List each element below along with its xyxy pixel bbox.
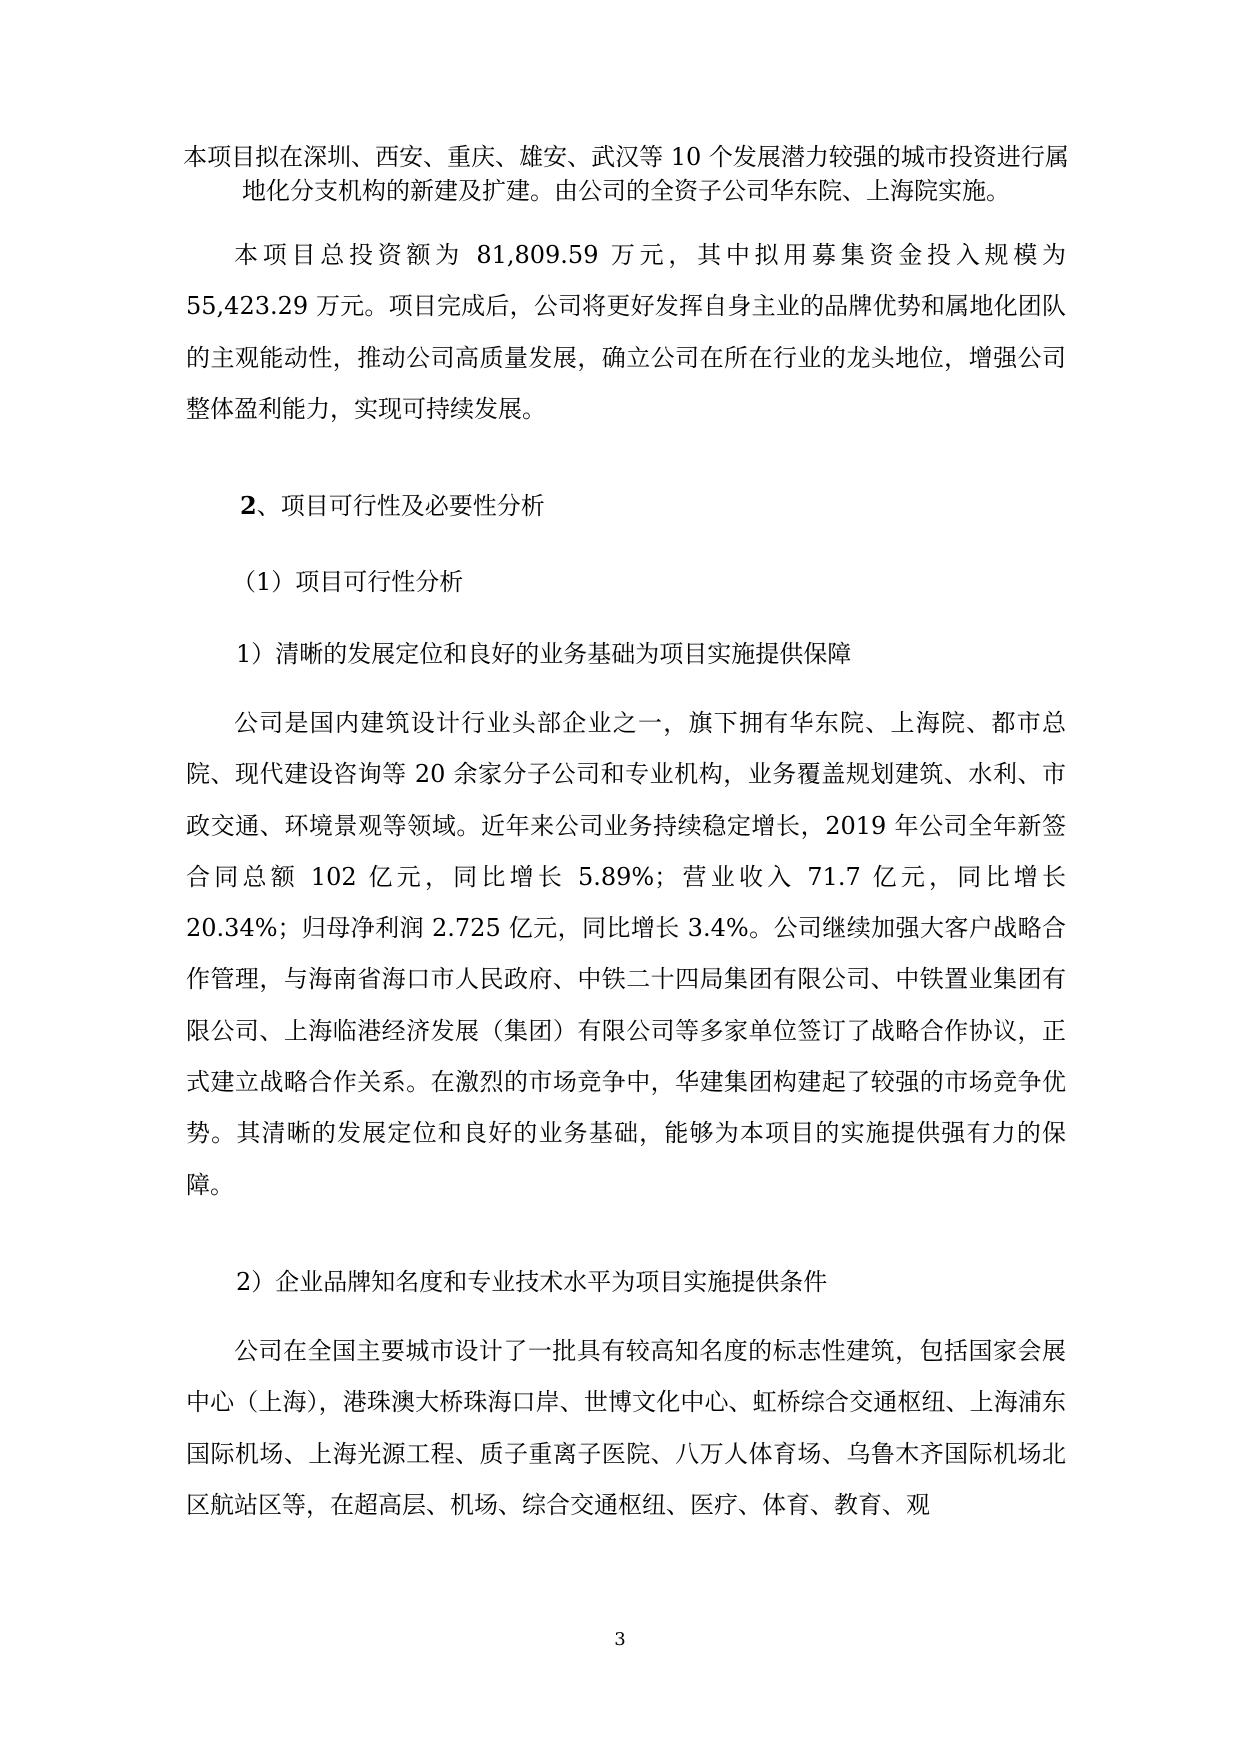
section-number: 2 xyxy=(240,491,257,520)
section-heading-feasibility-necessity xyxy=(240,488,545,524)
investment-paragraph: 本项目总投资额为 81,809.59 万元，其中拟用募集资金投入规模为 55,423.29 万元。项目完成后，公司将更好发挥自身主业的品牌优势和属地化团队的主观能动性，推动公司高质量发展，确立公司在所在行业的龙头地位，增强公司整体盈利能力，实现可持续发展。 xyxy=(186,241,1066,423)
subsection-heading-feasibility: （1）项目可行性分析 xyxy=(232,568,464,596)
point-heading-brand-technology: 2）企业品牌知名度和专业技术水平为项目实施提供条件 xyxy=(236,1268,828,1296)
landmark-projects-paragraph: 公司在全国主要城市设计了一批具有较高知名度的标志性建筑，包括国家会展中心（上海），港珠澳大桥珠海口岸、世博文化中心、虹桥综合交通枢纽、上海浦东国际机场、上海光源工程、质子重离子医院、八万人体育场、乌鲁木齐国际机场北区航站区等，在超高层、机场、综合交通枢纽、医疗、体育、教育、观 xyxy=(186,1337,1066,1519)
company-overview-paragraph: 公司是国内建筑设计行业头部企业之一，旗下拥有华东院、上海院、都市总院、现代建设咨询等 20 余家分子公司和专业机构，业务覆盖规划建筑、水利、市政交通、环境景观等领域。近年来公司业务持续稳定增长，2019 年公司全年新签合同总额 102 亿元，同比增长 5.89%；营业收入 71.7 亿元，同比增长 20.34%；归母净利润 2.725 亿元，同比增长 3.4%。公司继续加强大客户战略合作管理，与海南省海口市人民政府、中铁二十四局集团有限公司、中铁置业集团有限公司、上海临港经济发展（集团）有限公司等多家单位签订了战略合作协议，正式建立战略合作关系。在激烈的市场竞争中，华建集团构建起了较强的市场竞争优势。其清晰的发展定位和良好的业务基础，能够为本项目的实施提供强有力的保障。 xyxy=(186,709,1066,1199)
page-number: 3 xyxy=(614,1629,626,1650)
section-title: 、项目可行性及必要性分析 xyxy=(256,492,545,520)
intro-paragraph: 本项目拟在深圳、西安、重庆、雄安、武汉等 10 个发展潜力较强的城市投资进行属地化分支机构的新建及扩建。由公司的全资子公司华东院、上海院实施。 xyxy=(183,143,1069,205)
point-heading-development-positioning: 1）清晰的发展定位和良好的业务基础为项目实施提供保障 xyxy=(236,640,852,668)
